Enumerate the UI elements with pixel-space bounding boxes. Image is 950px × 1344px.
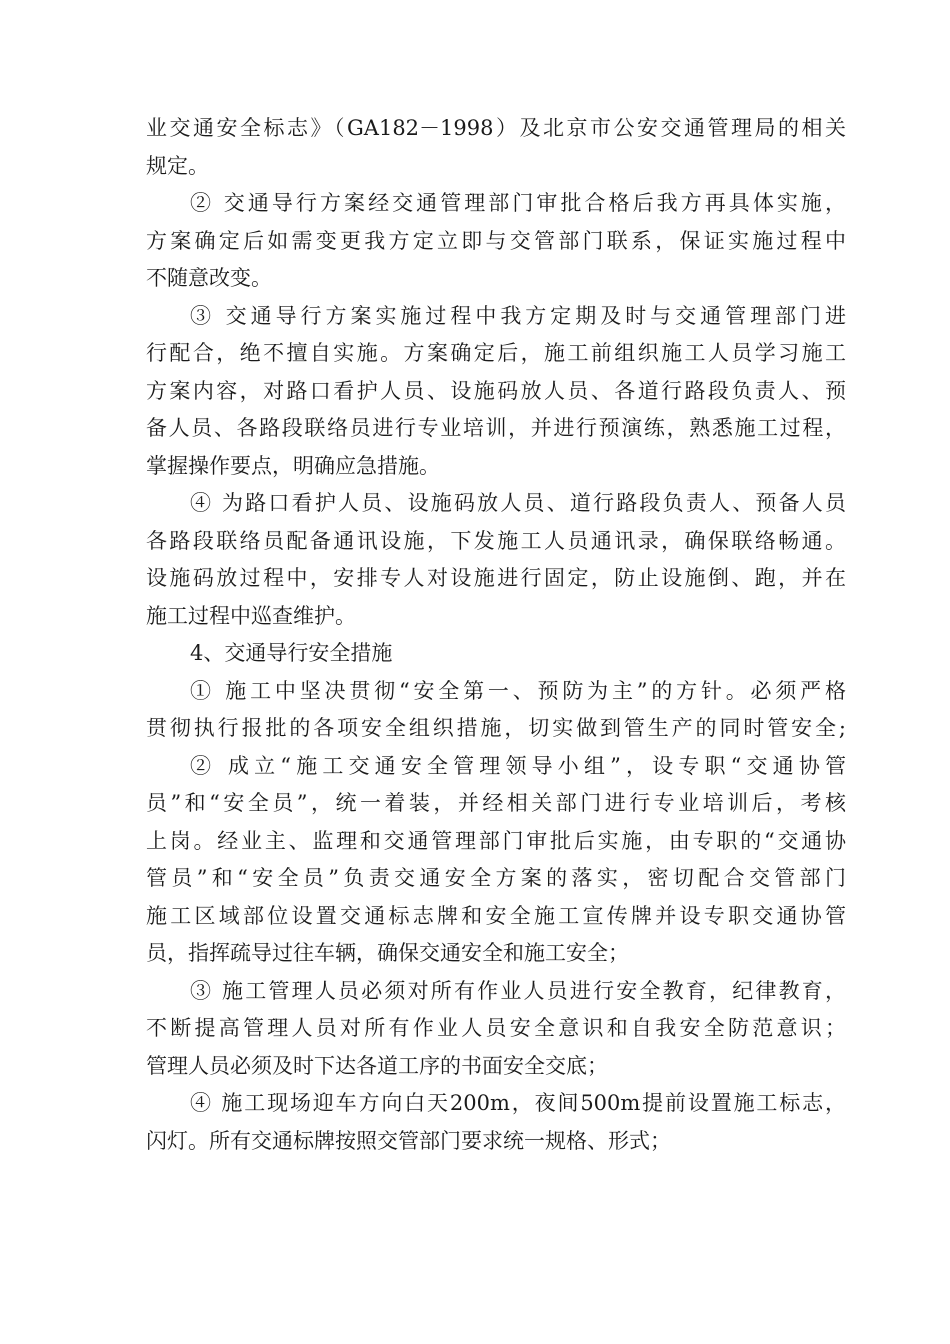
text-line: 施工区域部位设置交通标志牌和安全施工宣传牌并设专职交通协管 — [146, 903, 846, 928]
text-line: 设施码放过程中，安排专人对设施进行固定，防止设施倒、跑，并在 — [146, 566, 846, 590]
text-line: 员，指挥疏导过往车辆，确保交通安全和施工安全； — [146, 941, 629, 965]
text-line: 不随意改变。 — [146, 266, 272, 290]
text-line: 掌握操作要点，明确应急措施。 — [146, 453, 440, 478]
text-line: 各路段联络员配备通讯设施，下发施工人员通讯录，确保联络畅通。 — [146, 528, 846, 553]
text-line: 备人员、各路段联络员进行专业培训，并进行预演练，熟悉施工过程， — [146, 416, 846, 440]
text-line: ① 施工中坚决贯彻“安全第一、预防为主”的方针。必须严格 — [190, 678, 846, 703]
text-line: 员”和“安全员”，统一着装，并经相关部门进行专业培训后，考核 — [146, 791, 846, 815]
text-line: 贯彻执行报批的各项安全组织措施，切实做到管生产的同时管安全; — [146, 716, 846, 740]
document-body — [146, 110, 846, 1160]
text-line: 方案确定后如需变更我方定立即与交管部门联系，保证实施过程中 — [146, 228, 846, 253]
text-line: ③ 施工管理人员必须对所有作业人员进行安全教育，纪律教育， — [190, 978, 846, 1003]
text-line: ④ 为路口看护人员、设施码放人员、道行路段负责人、预备人员 — [190, 491, 846, 515]
text-line: ③ 交通导行方案实施过程中我方定期及时与交通管理部门进 — [190, 303, 846, 328]
text-line: 方案内容，对路口看护人员、设施码放人员、各道行路段负责人、预 — [146, 378, 846, 403]
text-line: 行配合，绝不擅自实施。方案确定后，施工前组织施工人员学习施工 — [146, 341, 846, 365]
text-line: 上岗。经业主、监理和交通管理部门审批后实施，由专职的“交通协 — [146, 828, 846, 853]
text-line: 闪灯。所有交通标牌按照交管部门要求统一规格、形式； — [146, 1128, 671, 1153]
text-line: 规定。 — [146, 153, 209, 178]
section-heading: 4、交通导行安全措施 — [190, 641, 393, 665]
text-line: ② 交通导行方案经交通管理部门审批合格后我方再具体实施， — [190, 191, 846, 215]
text-line: 施工过程中巡查维护。 — [146, 603, 356, 628]
text-line: 管理人员必须及时下达各道工序的书面安全交底； — [146, 1053, 608, 1078]
text-line: 业交通安全标志》（GA182－1998）及北京市公安交通管理局的相关 — [146, 116, 846, 140]
text-line: ② 成立“施工交通安全管理领导小组”，设专职“交通协管 — [190, 753, 846, 778]
text-line: ④ 施工现场迎车方向白天200m，夜间500m提前设置施工标志， — [190, 1091, 846, 1115]
text-line: 管员”和“安全员”负责交通安全方案的落实，密切配合交管部门 — [146, 866, 846, 890]
text-line: 不断提高管理人员对所有作业人员安全意识和自我安全防范意识； — [146, 1016, 846, 1040]
